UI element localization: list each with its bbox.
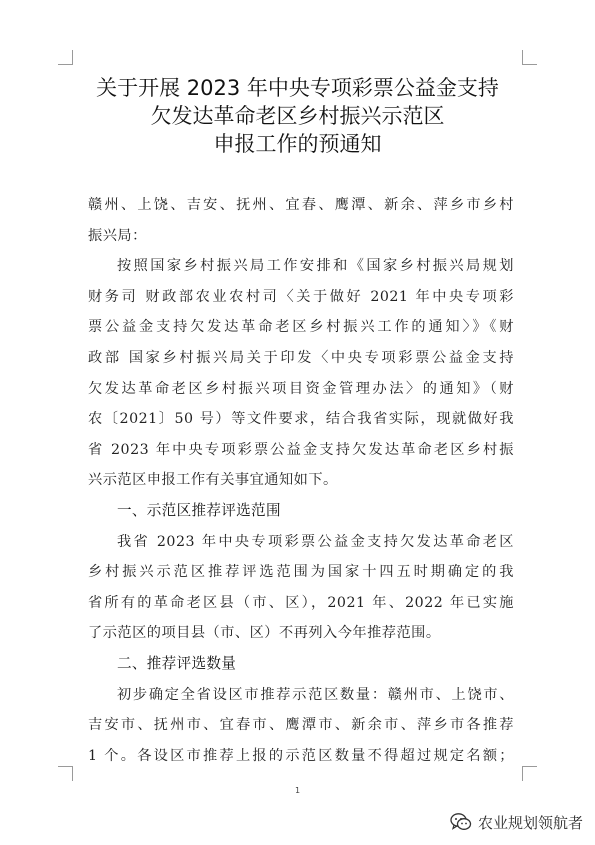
crop-mark-bottom-right (522, 766, 537, 781)
paragraph-line: 按照国家乡村振兴局工作安排和《国家乡村振兴局规划 (117, 258, 514, 275)
paragraph-line: 政部 国家乡村振兴局关于印发〈中央专项彩票公益金支持 (88, 349, 514, 366)
title-line-3: 申报工作的预通知 (213, 132, 382, 156)
paragraph-line: 初步确定全省设区市推荐示范区数量：赣州市、上饶市、 (117, 686, 514, 703)
addressee-line-2: 振兴局： (88, 227, 147, 244)
document-title (60, 74, 535, 158)
paragraph-line: 欠发达革命老区乡村振兴项目资金管理办法〉的通知》（财 (88, 380, 514, 397)
account-watermark (450, 810, 583, 834)
paragraph-line: 农〔2021〕50 号）等文件要求，结合我省实际，现就做好我 (88, 411, 514, 428)
document-body (88, 190, 514, 771)
crop-mark-top-left (58, 50, 73, 65)
section-heading-2: 二、推荐评选数量 (117, 654, 237, 672)
paragraph-line: 吉安市、抚州市、宜春市、鹰潭市、新余市、萍乡市各推荐 (88, 717, 514, 734)
wechat-icon (450, 812, 472, 832)
paragraph-line: 乡村振兴示范区推荐评选范围为国家十四五时期确定的我 (88, 564, 514, 581)
paragraph-line: 1 个。各设区市推荐上报的示范区数量不得超过规定名额； (88, 747, 514, 764)
page-number: 1 (294, 786, 301, 795)
title-line-2: 欠发达革命老区乡村振兴示范区 (150, 104, 445, 128)
paragraph-line: 省 2023 年中央专项彩票公益金支持欠发达革命老区乡村振 (88, 441, 514, 458)
paragraph-line: 省所有的革命老区县（市、区），2021 年、2022 年已实施 (88, 594, 514, 611)
addressee-line-1: 赣州、上饶、吉安、抚州、宜春、鹰潭、新余、萍乡市乡村 (88, 197, 514, 213)
paragraph-line: 我省 2023 年中央专项彩票公益金支持欠发达革命老区 (117, 533, 514, 550)
paragraph-line: 了示范区的项目县（市、区）不再列入今年推荐范围。 (88, 625, 441, 642)
title-line-1: 关于开展 2023 年中央专项彩票公益金支持 (96, 76, 499, 100)
paragraph-line: 票公益金支持欠发达革命老区乡村振兴工作的通知〉》《财 (88, 319, 514, 336)
section-heading-1: 一、示范区推荐评选范围 (117, 501, 281, 519)
watermark-text: 农业规划领航者 (477, 813, 583, 832)
crop-mark-bottom-left (58, 766, 73, 781)
crop-mark-top-right (522, 50, 537, 65)
paragraph-line: 兴示范区申报工作有关事宜通知如下。 (88, 472, 338, 489)
paragraph-line: 财务司 财政部农业农村司〈关于做好 2021 年中央专项彩 (88, 288, 514, 305)
